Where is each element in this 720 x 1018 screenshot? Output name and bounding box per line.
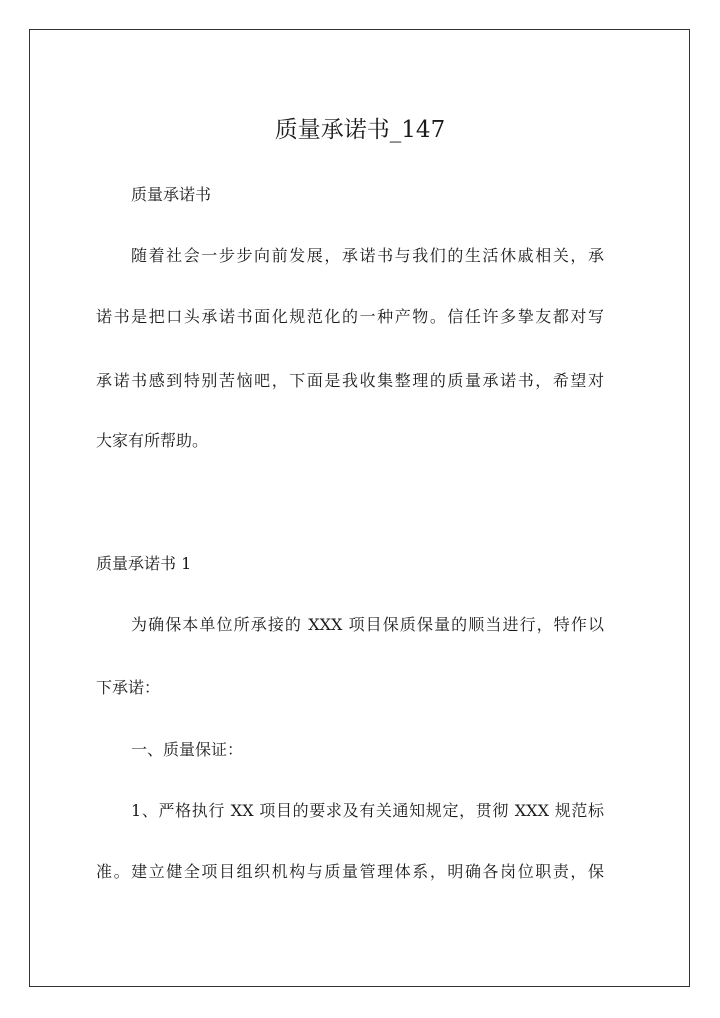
document-subtitle: 质量承诺书 [131,185,212,204]
section-paragraph-line-2: 下承诺： [96,678,161,697]
quality-guarantee-heading: 一、质量保证： [131,740,244,759]
item-1-line-2: 准。建立健全项目组织机构与质量管理体系，明确各岗位职责，保 [96,862,604,881]
intro-paragraph-line-1: 随着社会一步步向前发展，承诺书与我们的生活休戚相关，承 [131,246,604,265]
item-1-line-1: 1、严格执行 XX 项目的要求及有关通知规定，贯彻 XXX 规范标 [131,801,604,820]
section-paragraph-line-1: 为确保本单位所承接的 XXX 项目保质保量的顺当进行，特作以 [131,615,604,634]
document-title: 质量承诺书_147 [274,117,446,143]
section-heading: 质量承诺书 1 [96,554,192,573]
intro-paragraph-line-3: 承诺书感到特别苦恼吧，下面是我收集整理的质量承诺书，希望对 [96,371,604,390]
intro-paragraph-line-4: 大家有所帮助。 [96,431,209,450]
page-border [29,29,690,987]
intro-paragraph-line-2: 诺书是把口头承诺书面化规范化的一种产物。信任许多挚友都对写 [96,307,604,326]
